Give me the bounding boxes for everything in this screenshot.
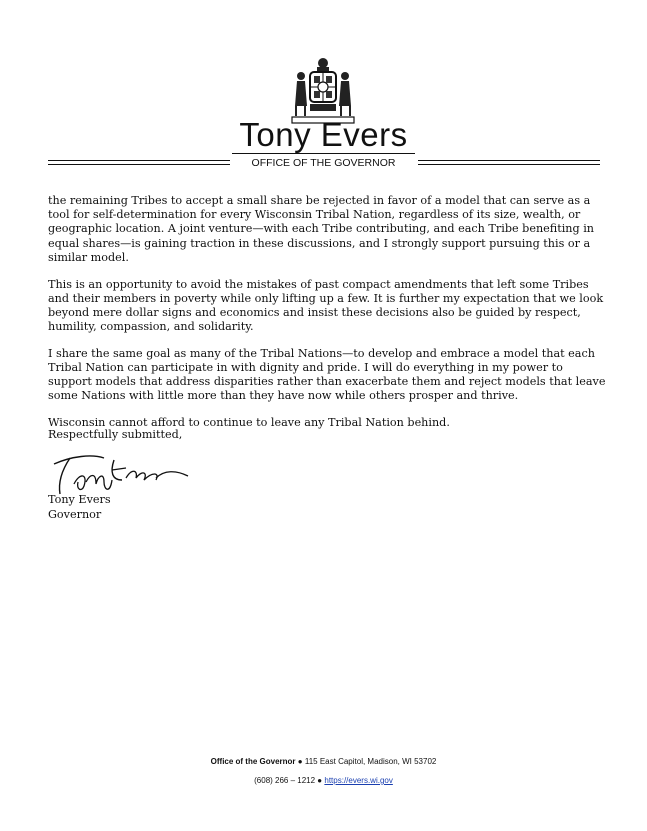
handwritten-signature [52, 450, 192, 498]
body-paragraph: the remaining Tribes to accept a small share be rejected in favor of a model that can serve as a tool for self-determination for every Wisconsin Tribal Nation, regardless of its size, wealth, or geographic location. A joint venture—with each Tribe contributing, and each Tribe benefiting in equal shares—is gaining traction in these discussions, and I strongly support pursuing this or a similar model. [48, 194, 595, 264]
body-paragraph: Wisconsin cannot afford to continue to leave any Tribal Nation behind. [48, 416, 450, 430]
signer-title: Governor [48, 507, 102, 521]
footer-website-link[interactable]: https://evers.wi.gov [324, 776, 393, 785]
footer-phone: (608) 266 – 1212 [254, 776, 316, 785]
closing-salutation: Respectfully submitted, [48, 428, 183, 441]
signer-block [48, 493, 111, 522]
bullet-icon: ● [317, 776, 323, 785]
letterhead-name: Tony Evers [239, 116, 408, 153]
bullet-icon: ● [297, 757, 303, 766]
body-paragraph: This is an opportunity to avoid the mistakes of past compact amendments that left some Tribes and their members in poverty while only lifting up a few. It is further my expectation that we look beyond mere dollar signs and economics and insist these decisions also be guided by respect, humility, compassion, and solidarity. [48, 277, 604, 334]
letterhead-office-title: OFFICE OF THE GOVERNOR [251, 157, 396, 169]
signer-name: Tony Evers [48, 493, 111, 506]
letter-body [48, 194, 608, 443]
footer-line-2 [0, 776, 647, 785]
footer-line-1 [0, 757, 647, 766]
letterhead-underline [232, 153, 415, 154]
footer-address: 115 East Capitol, Madison, WI 53702 [304, 757, 437, 766]
footer-office: Office of the Governor [210, 757, 296, 766]
body-paragraph: I share the same goal as many of the Tribal Nations—to develop and embrace a model that each Tribal Nation can participate in with dignity and pride. I will do everything in my power to support models that address disparities rather than exacerbate them and reject models that leave some Nations with little more than they have now while others prosper and thrive. [48, 346, 606, 403]
